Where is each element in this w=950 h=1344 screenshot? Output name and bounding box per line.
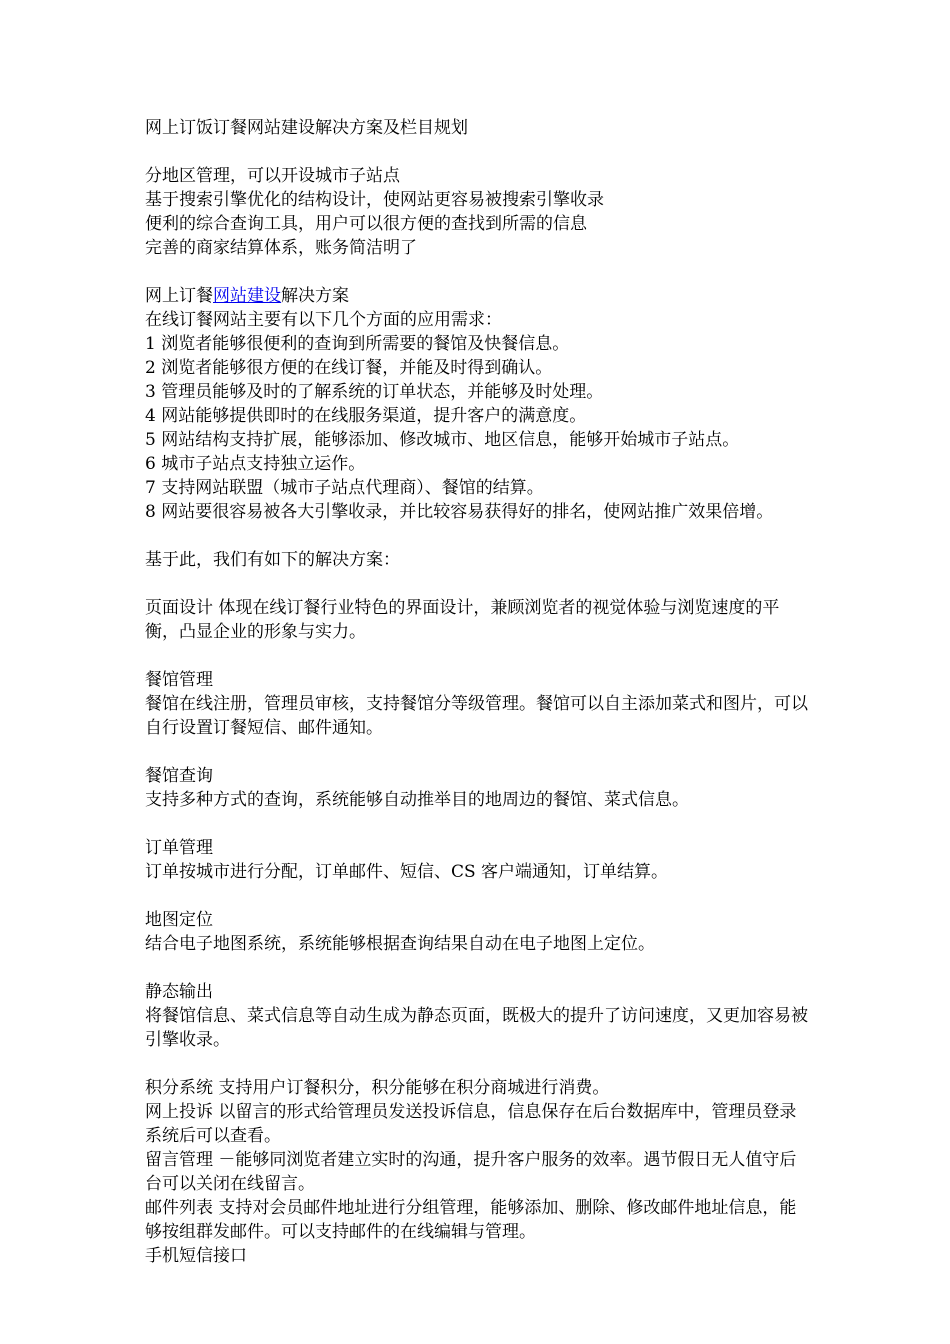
spacer xyxy=(145,644,810,668)
requirement-item: 6 城市子站点支持独立运作。 xyxy=(145,454,366,474)
solution-intro: 基于此，我们有如下的解决方案： xyxy=(145,550,400,570)
section-heading: 餐馆查询 xyxy=(145,766,213,786)
section-heading: 地图定位 xyxy=(145,910,213,930)
section-static-output xyxy=(145,980,810,1052)
more-features-list xyxy=(145,1076,810,1268)
feature-item: 便利的综合查询工具，用户可以很方便的查找到所需的信息 xyxy=(145,214,587,234)
spacer xyxy=(145,572,810,596)
page-design-paragraph: 页面设计 体现在线订餐行业特色的界面设计，兼顾浏览者的视觉体验与浏览速度的平衡，凸显企业的形象与实力。 xyxy=(145,598,780,642)
spacer xyxy=(145,884,810,908)
feature-paragraph: 留言管理 －能够同浏览者建立实时的沟通，提升客户服务的效率。遇节假日无人值守后台可以关闭在线留言。 xyxy=(145,1150,797,1194)
feature-paragraph: 手机短信接口 xyxy=(145,1246,247,1266)
requirements-intro: 在线订餐网站主要有以下几个方面的应用需求： xyxy=(145,310,502,330)
section-body: 将餐馆信息、菜式信息等自动生成为静态页面，既极大的提升了访问速度，又更加容易被引擎收录。 xyxy=(145,1006,808,1050)
document-page xyxy=(145,116,810,1268)
requirement-item: 2 浏览者能够很方便的在线订餐，并能及时得到确认。 xyxy=(145,358,553,378)
section-heading: 静态输出 xyxy=(145,982,213,1002)
feature-paragraph: 积分系统 支持用户订餐积分，积分能够在积分商城进行消费。 xyxy=(145,1078,610,1098)
feature-item: 基于搜索引擎优化的结构设计，使网站更容易被搜索引擎收录 xyxy=(145,190,604,210)
solution-heading-suffix: 解决方案 xyxy=(281,286,349,306)
section-heading: 订单管理 xyxy=(145,838,213,858)
spacer xyxy=(145,812,810,836)
section-body: 结合电子地图系统，系统能够根据查询结果自动在电子地图上定位。 xyxy=(145,934,655,954)
requirement-item: 1 浏览者能够很便利的查询到所需要的餐馆及快餐信息。 xyxy=(145,334,570,354)
section-body: 订单按城市进行分配，订单邮件、短信、CS 客户端通知，订单结算。 xyxy=(145,862,669,882)
requirement-item: 8 网站要很容易被各大引擎收录，并比较容易获得好的排名，使网站推广效果倍增。 xyxy=(145,502,774,522)
requirement-item: 3 管理员能够及时的了解系统的订单状态，并能够及时处理。 xyxy=(145,382,604,402)
feature-item: 完善的商家结算体系，账务简洁明了 xyxy=(145,238,417,258)
spacer xyxy=(145,140,810,164)
section-restaurant-management xyxy=(145,668,810,740)
solution-heading-prefix: 网上订餐 xyxy=(145,286,213,306)
spacer xyxy=(145,260,810,284)
website-building-link[interactable]: 网站建设 xyxy=(213,286,281,306)
feature-paragraph: 邮件列表 支持对会员邮件地址进行分组管理，能够添加、删除、修改邮件地址信息，能够按组群发邮件。可以支持邮件的在线编辑与管理。 xyxy=(145,1198,797,1242)
section-restaurant-search xyxy=(145,764,810,812)
section-map-location xyxy=(145,908,810,956)
requirement-item: 4 网站能够提供即时的在线服务渠道，提升客户的满意度。 xyxy=(145,406,587,426)
requirement-item: 5 网站结构支持扩展，能够添加、修改城市、地区信息，能够开始城市子站点。 xyxy=(145,430,740,450)
section-heading: 餐馆管理 xyxy=(145,670,213,690)
spacer xyxy=(145,956,810,980)
spacer xyxy=(145,1052,810,1076)
section-body: 餐馆在线注册，管理员审核，支持餐馆分等级管理。餐馆可以自主添加菜式和图片，可以自行设置订餐短信、邮件通知。 xyxy=(145,694,808,738)
section-body: 支持多种方式的查询，系统能够自动推举目的地周边的餐馆、菜式信息。 xyxy=(145,790,689,810)
spacer xyxy=(145,740,810,764)
feature-item: 分地区管理，可以开设城市子站点 xyxy=(145,166,400,186)
feature-paragraph: 网上投诉 以留言的形式给管理员发送投诉信息，信息保存在后台数据库中，管理员登录系统后可以查看。 xyxy=(145,1102,797,1146)
solution-heading xyxy=(145,284,810,308)
spacer xyxy=(145,524,810,548)
section-order-management xyxy=(145,836,810,884)
requirements-list xyxy=(145,332,810,524)
requirement-item: 7 支持网站联盟（城市子站点代理商）、餐馆的结算。 xyxy=(145,478,544,498)
document-title: 网上订饭订餐网站建设解决方案及栏目规划 xyxy=(145,118,468,138)
feature-list xyxy=(145,164,810,260)
